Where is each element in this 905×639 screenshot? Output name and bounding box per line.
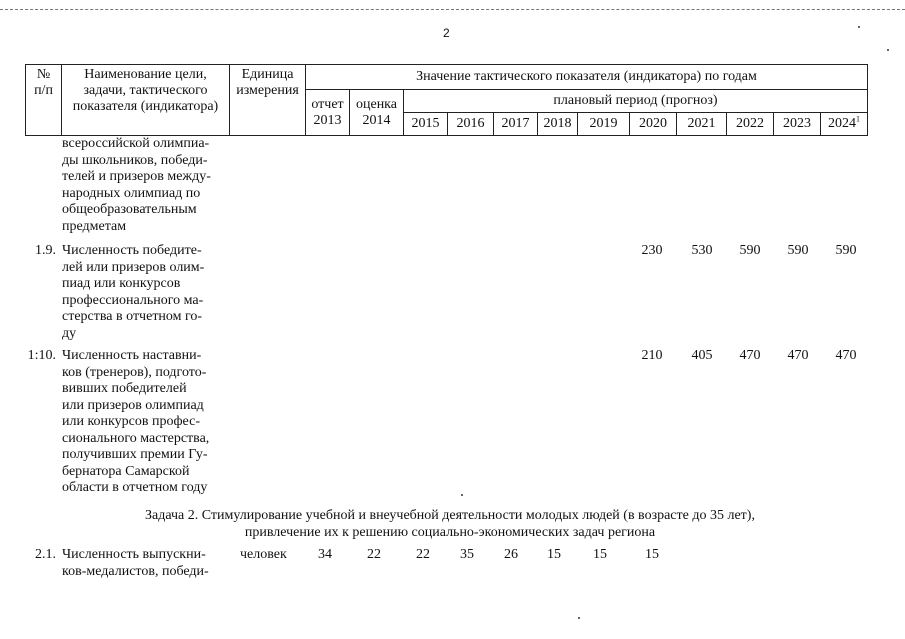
text-line: ков-медалистов, победи- [62,563,209,579]
header-num-line2: п/п [34,83,53,98]
header-year: 2023 [774,113,821,136]
page-top-rule [0,9,905,10]
header-plan-title: плановый период (прогноз) [404,90,868,113]
text-line: ков (тренеров), подгото- [62,364,207,380]
value-2014: 22 [367,547,381,562]
text-line: всероссийской олимпиа- [62,136,210,151]
text-line: народных олимпиад по [62,185,201,201]
header-estimate-label: оценка [355,96,397,112]
value-2020: 15 [645,547,659,562]
row-number: 1:10. [27,348,56,363]
value-2022: 590 [739,243,761,258]
value-2017: 26 [504,547,518,562]
header-year: 2017 [494,113,538,136]
text-line: Численность наставни- [62,348,202,363]
value-2024: 590 [835,243,857,258]
header-unit-cell [230,65,306,136]
header-num-line1: № [36,67,51,82]
value-2020: 210 [641,348,663,363]
header-values-title: Значение тактического показателя (индикатора) по годам [306,65,868,90]
header-year: 2016 [448,113,494,136]
scan-speck [858,26,860,28]
header-year: 2015 [404,113,448,136]
indicator-name [62,547,209,580]
text-line: ду [62,325,77,341]
header-unit-line2: измерения [236,83,299,98]
text-line: сионального мастерства, [62,430,210,446]
value-2023: 470 [787,348,809,363]
header-name-line2: задачи, тактического [83,83,208,98]
header-report-label: отчет [311,96,344,112]
heading-line: привлечение их к решению социально-экономических задач региона [244,525,656,540]
header-year: 2018 [538,113,578,136]
value-2013: 34 [318,547,332,562]
header-unit-line1: Единица [241,67,294,82]
value-2016: 35 [460,547,474,562]
header-year: 2021 [677,113,727,136]
header-num-cell [26,65,62,136]
unit-value: человек [240,547,287,562]
text-line: телей и призеров между- [62,169,211,184]
value-2023: 590 [787,243,809,258]
page-number: 2 [443,26,450,40]
scan-speck [461,494,463,496]
value-2020: 230 [641,243,663,258]
footnote-mark: 1 [856,114,860,124]
header-year: 2019 [578,113,630,136]
value-2021: 405 [691,348,713,363]
heading-line: Задача 2. Стимулирование учебной и внеучебной деятельности молодых людей (в возрасте до 35 лет), [145,508,755,523]
scan-speck [578,617,580,619]
header-estimate-year: 2014 [362,112,391,128]
text-line: профессионального ма- [62,292,204,308]
header-estimate-cell [350,90,404,136]
value-2022: 470 [739,348,761,363]
text-line: вивших победителей [62,381,187,396]
text-line: общеобразовательным [62,202,197,217]
text-line: ды школьников, победи- [62,152,208,168]
value-2018: 15 [547,547,561,562]
table-header [25,64,868,136]
indicator-name [62,243,204,342]
text-line: стерства в отчетном го- [62,309,203,324]
header-year: 2020 [630,113,677,136]
text-line: бернатора Самарской [62,463,190,479]
header-name-line1: Наименование цели, [84,67,207,82]
value-2015: 22 [416,547,430,562]
text-line: или призеров олимпиад [62,397,204,413]
header-name-cell [62,65,230,136]
row-number: 1.9. [35,243,56,258]
value-2021: 530 [691,243,713,258]
text-line: получивших премии Гу- [62,447,208,462]
row-number: 2.1. [35,547,56,562]
scan-speck [887,49,889,51]
text-line: Численность выпускни- [62,547,206,562]
header-year: 2022 [727,113,774,136]
header-report-year: 2013 [313,112,342,128]
task-2-heading [120,507,780,541]
text-line: Численность победите- [62,243,202,258]
indicator-name [62,348,209,497]
continued-indicator-text [62,136,211,235]
text-line: пиад или конкурсов [62,276,181,291]
header-name-line3: показателя (индикатора) [72,99,219,114]
value-2019: 15 [593,547,607,562]
text-line: лей или призеров олим- [62,259,205,275]
header-year-last [821,113,868,136]
header-report-cell [306,90,350,136]
text-line: или конкурсов профес- [62,414,200,429]
text-line: предметам [62,218,127,234]
value-2024: 470 [835,348,857,363]
header-year-2024: 2024 [828,116,856,131]
text-line: области в отчетном году [62,480,208,495]
